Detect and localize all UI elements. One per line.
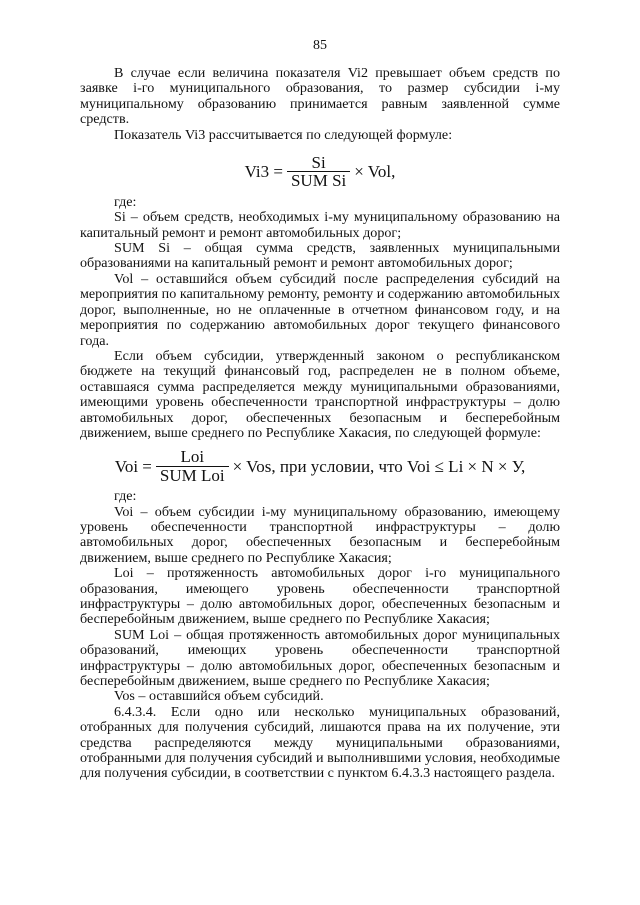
formula-voi-denominator: SUM Loi	[156, 466, 229, 483]
definition-voi: Voi – объем субсидии i-му муниципальному образованию, имеющему уровень обеспеченности транспортной инфраструктуры – долю автомобильных дорог, обеспеченных безопасным и бесперебойным движением, выше среднего по Республике Хакасия;	[80, 503, 560, 566]
paragraph-remaining-distribution: Если объем субсидии, утвержденный законом о республиканском бюджете на текущий финансовый год, распределен не в полном объеме, оставшаяся сумма распределяется между муниципальными образованиями, имеющими уровень обеспеченности транспортной инфраструктуры – долю автомобильных дорог, обеспеченных безопасным и бесперебойным движением, выше среднего по Республике Хакасия, по следующей формуле:	[80, 347, 560, 441]
definition-vol: Vol – оставшийся объем субсидий после распределения субсидий на мероприятия по капитальному ремонту, ремонту и содержанию автомобильных дорог, выполненные, но не оплаченные в отчетном финансовом году, и на мероприятия по содержанию автомобильных дорог текущего финансового года.	[80, 270, 560, 349]
definition-loi: Loi – протяженность автомобильных дорог i-го муниципального образования, имеющего уровень обеспеченности транспортной инфраструктуры – долю автомобильных дорог, обеспеченных безопасным и бесперебойным движением, выше среднего по Республике Хакасия;	[80, 565, 560, 628]
definition-vos: Vos – оставшийся объем субсидий.	[114, 688, 324, 705]
formula-vi3-numerator: Si	[311, 153, 326, 173]
definition-sum-si: SUM Si – общая сумма средств, заявленных муниципальными образованиями на капитальный ремонт и ремонт автомобильных дорог;	[80, 240, 560, 272]
formula-vi3-lhs: Vi3 =	[244, 162, 283, 182]
formula-vi3-rhs: × Vol,	[354, 162, 396, 182]
definition-sum-loi: SUM Loi – общая протяженность автомобильных дорог муниципальных образований, имеющих уровень обеспеченности транспортной инфраструктуры – долю автомобильных дорог, обеспеченных безопасным и бесперебойным движением, выше среднего по Республике Хакасия;	[80, 626, 560, 690]
definition-si: Si – объем средств, необходимых i-му муниципальному образованию на капитальный ремонт и ремонт автомобильных дорог;	[80, 209, 560, 241]
formula-voi-lhs: Voi =	[114, 456, 152, 476]
paragraph-vi2: В случае если величина показателя Vi2 превышает объем средств по заявке i-го муниципального образования, то размер субсидии i-му муниципальному образованию принимается равным заявленной сумме средств.	[80, 65, 560, 128]
formula-vi3-denominator: SUM Si	[287, 171, 350, 188]
where-label: где:	[114, 193, 137, 210]
where-label-2: где:	[114, 488, 137, 505]
document-body	[80, 66, 560, 782]
paragraph-vi3-intro: Показатель Vi3 рассчитывается по следующей формуле:	[114, 126, 453, 143]
page-number: 85	[313, 38, 327, 53]
formula-vi3	[80, 155, 560, 189]
formula-voi-numerator: Loi	[180, 447, 205, 467]
paragraph-6-4-3-4: 6.4.3.4. Если одно или несколько муниципальных образований, отобранных для получения субсидий, лишаются права на их получение, эти средства распределяются между муниципальными образованиями, отобранными для получения субсидий и выполнившими условия, необходимые для получения субсидии, в соответствии с пунктом 6.4.3.3 настоящего раздела.	[80, 703, 560, 782]
formula-voi	[80, 449, 560, 483]
formula-voi-rhs: × Vos, при условии, что Voi ≤ Li × N × У,	[232, 456, 526, 476]
formula-voi-fraction	[156, 449, 229, 483]
formula-vi3-fraction	[287, 155, 350, 189]
